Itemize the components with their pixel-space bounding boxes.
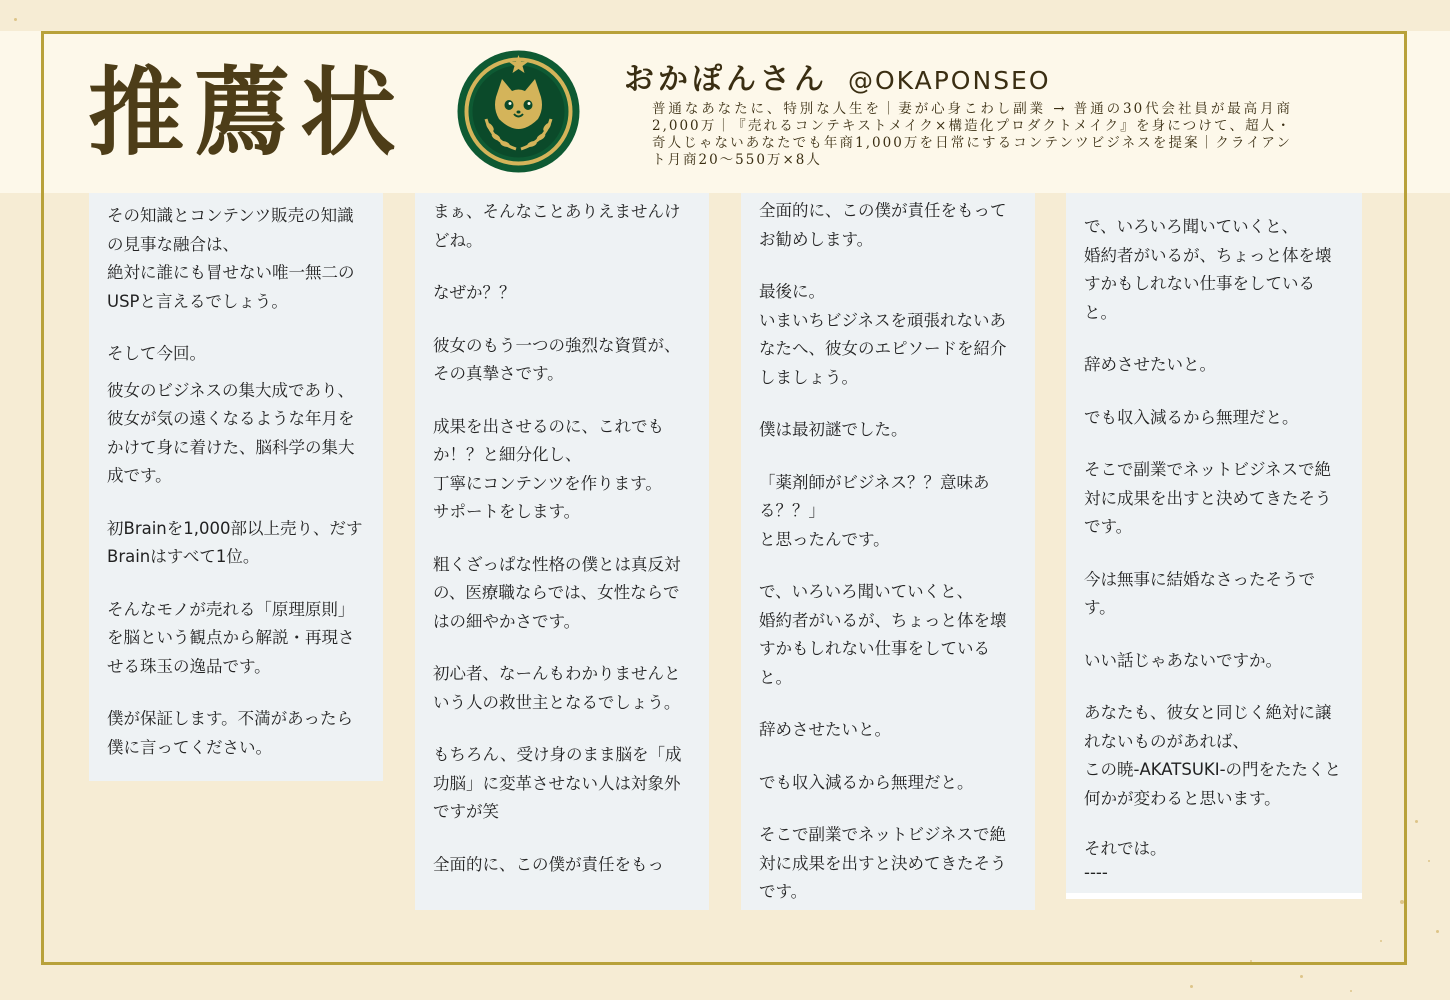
card-paragraph: で、いろいろ聞いていくと、 婚約者がいるが、ちょっと体を壊すかもしれない仕事をしていると。 bbox=[759, 582, 1007, 687]
recommendation-card-4 bbox=[1066, 193, 1362, 893]
card-paragraph: でも収入減るから無理だと。 bbox=[1084, 407, 1299, 427]
recommendation-card-3 bbox=[741, 193, 1035, 910]
card-paragraph: 全面的に、この僕が責任をもってお勧めします。 bbox=[759, 201, 1007, 249]
card-paragraph: 初Brainを1,000部以上売り、だすBrainはすべて1位。 bbox=[107, 518, 363, 566]
card-paragraph: あなたも、彼女と同じく絶対に譲れないものがあれば、 この暁-AKATSUKI-の門をたたくと何かが変わると思います。 bbox=[1084, 703, 1342, 808]
card-paragraph: 成果を出させるのに、これでもか！？と細分化し、 丁寧にコンテンツを作ります。 サポートをします。 bbox=[433, 416, 664, 521]
card-4-bottom-edge bbox=[1066, 893, 1362, 899]
card-paragraph: そこで副業でネットビジネスで絶対に成果を出すと決めてきたそうです。 bbox=[1084, 460, 1332, 536]
card-paragraph: 初心者、なーんもわかりませんという人の救世主となるでしょう。 bbox=[433, 664, 681, 712]
recommendation-card-1 bbox=[89, 193, 383, 781]
card-paragraph: なぜか？？ bbox=[433, 283, 516, 302]
card-paragraph: そして今回。 bbox=[107, 344, 206, 363]
card-paragraph: そこで副業でネットビジネスで絶対に成果を出すと決めてきたそうです。 bbox=[759, 825, 1007, 901]
cat-laurel-emblem-icon bbox=[456, 49, 581, 174]
card-paragraph: 彼女のビジネスの集大成であり、彼女が気の遠くなるような年月をかけて身に着けた、脳科学の集大成です。 bbox=[107, 380, 355, 485]
author-handle: @OKAPONSEO bbox=[848, 66, 1051, 95]
card-paragraph: 辞めさせたいと。 bbox=[1084, 355, 1216, 374]
card-paragraph: 最後に。 いまいちビジネスを頑張れないあなたへ、彼女のエピソードを紹介しましょう。 bbox=[759, 282, 1007, 387]
card-paragraph: 粗くざっぱな性格の僕とは真反対の、医療職ならでは、女性ならではの細やかさです。 bbox=[433, 554, 681, 631]
card-paragraph: 僕が保証します。不満があったら僕に言ってください。 bbox=[107, 709, 354, 757]
card-paragraph: それでは。 ---- bbox=[1084, 839, 1167, 882]
author-bio: 普通なあなたに、特別な人生を｜妻が心身こわし副業 → 普通の30代会社員が最高月商2,000万｜『売れるコンテキストメイク×構造化プロダクトメイク』を身につけて、超人・奇人じゃないあなたでも年商1,000万を日常にするコンテンツビジネスを提案｜クライアント月商20〜550万×8人 bbox=[652, 101, 1292, 168]
card-paragraph: その知識とコンテンツ販売の知識の見事な融合は、 絶対に誰にも冒せない唯一無二のUSPと言えるでしょう。 bbox=[107, 206, 355, 311]
card-paragraph: そんなモノが売れる「原理原則」を脳という観点から解説・再現させる珠玉の逸品です。 bbox=[107, 599, 355, 676]
card-paragraph: いい話じゃあないですか。 bbox=[1084, 650, 1282, 670]
recommendation-card-2 bbox=[415, 193, 709, 910]
author-name: おかぽんさん bbox=[624, 62, 828, 97]
card-paragraph: 今は無事に結婚なさったそうです。 bbox=[1084, 569, 1315, 617]
card-paragraph: でも収入減るから無理だと。 bbox=[759, 772, 974, 792]
card-paragraph: まぁ、そんなことありえませんけどね。 bbox=[433, 202, 681, 250]
card-paragraph: 彼女のもう一つの強烈な資質が、その真摯さです。 bbox=[433, 335, 681, 383]
card-paragraph: 全面的に、この僕が責任をもっ bbox=[433, 854, 664, 874]
page-title: 推薦状 bbox=[88, 56, 406, 169]
card-paragraph: 僕は最初謎でした。 bbox=[759, 420, 908, 439]
card-paragraph: 辞めさせたいと。 bbox=[759, 720, 891, 739]
card-paragraph: で、いろいろ聞いていくと、 婚約者がいるが、ちょっと体を壊すかもしれない仕事をしていると。 bbox=[1084, 217, 1332, 322]
card-paragraph: もちろん、受け身のまま脳を「成功脳」に変革させない人は対象外ですが笑 bbox=[433, 745, 682, 821]
card-paragraph: 「薬剤師がビジネス？？意味ある？？」 と思ったんです。 bbox=[759, 472, 990, 549]
